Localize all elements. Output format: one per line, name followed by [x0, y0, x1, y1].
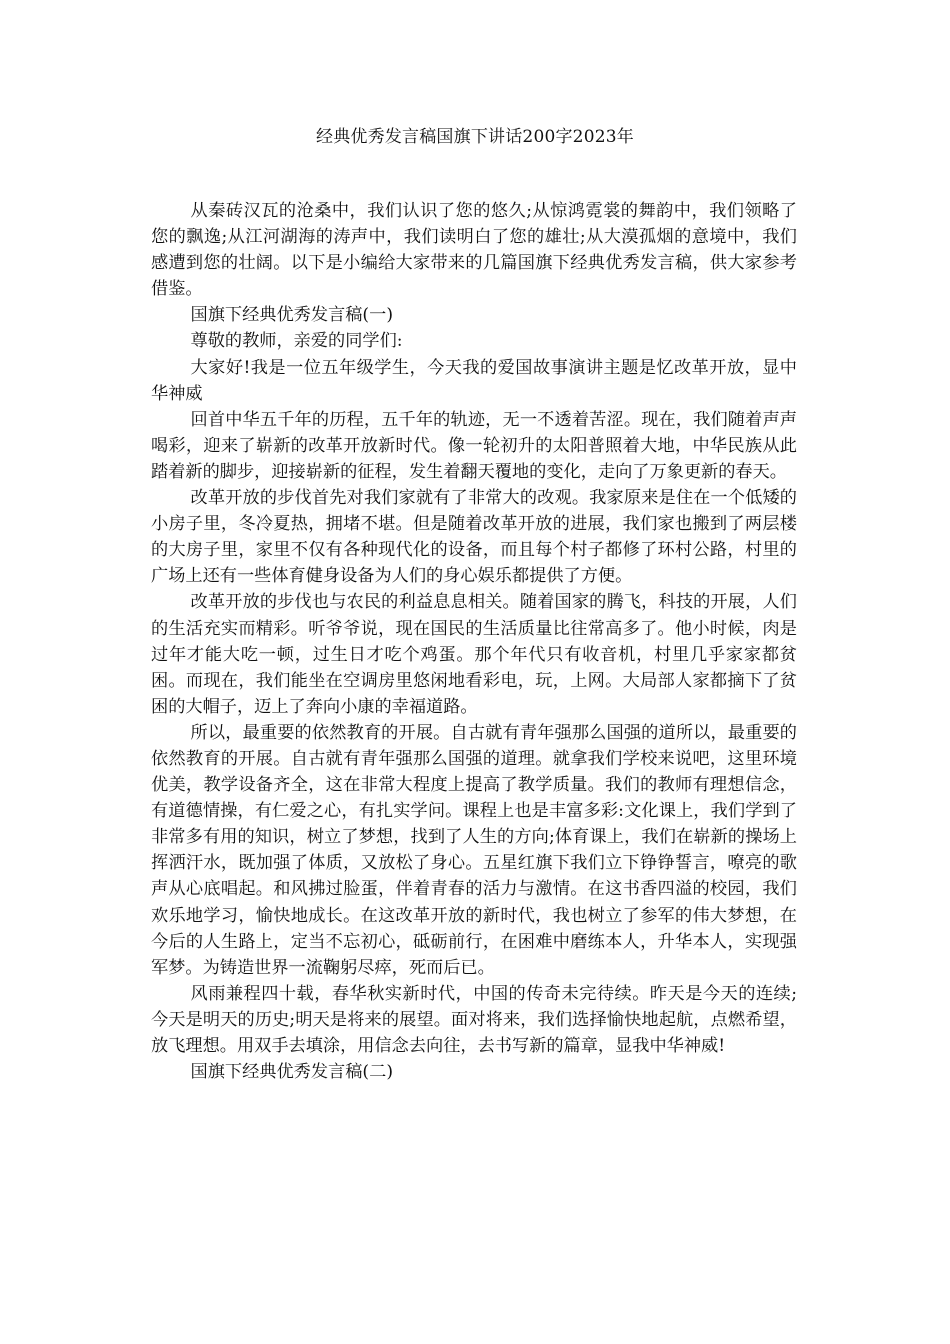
paragraph: 改革开放的步伐首先对我们家就有了非常大的改观。我家原来是住在一个低矮的小房子里，冬冷夏热，拥堵不堪。但是随着改革开放的进展，我们家也搬到了两层楼的大房子里，家里不仅有各种现代化的设备，而且每个村子都修了环村公路，村里的广场上还有一些体育健身设备为人们的身心娱乐都提供了方便。 [151, 488, 797, 587]
paragraph: 回首中华五千年的历程，五千年的轨迹，无一不透着苦涩。现在，我们随着声声喝彩，迎来了崭新的改革开放新时代。像一轮初升的太阳普照着大地，中华民族从此踏着新的脚步，迎接崭新的征程，发生着翻天覆地的变化，走向了万象更新的春天。 [151, 409, 797, 482]
paragraph-salutation: 尊敬的教师，亲爱的同学们: [190, 331, 403, 352]
section-heading-one: 国旗下经典优秀发言稿(一) [190, 305, 394, 326]
paragraph: 风雨兼程四十载，春华秋实新时代，中国的传奇未完待续。昨天是今天的连续;今天是明天的历史;明天是将来的展望。面对将来，我们选择愉快地起航，点燃希望，放飞理想。用双手去填涂，用信念去向往，去书写新的篇章，显我中华神威! [151, 983, 797, 1056]
document-body [151, 198, 797, 1085]
document-title: 经典优秀发言稿国旗下讲话200字2023年 [316, 127, 634, 147]
paragraph: 大家好!我是一位五年级学生，今天我的爱国故事演讲主题是忆改革开放，显中华神威 [151, 357, 797, 404]
section-heading-two: 国旗下经典优秀发言稿(二) [190, 1062, 394, 1083]
paragraph: 改革开放的步伐也与农民的利益息息相关。随着国家的腾飞，科技的开展，人们的生活充实而精彩。听爷爷说，现在国民的生活质量比往常高多了。他小时候，肉是过年才能大吃一顿，过生日才吃个鸡蛋。那个年代只有收音机，村里几乎家家都贫困。而现在，我们能坐在空调房里悠闲地看彩电，玩，上网。大局部人家都摘下了贫困的大帽子，迈上了奔向小康的幸福道路。 [151, 592, 797, 717]
paragraph-intro: 从秦砖汉瓦的沧桑中，我们认识了您的悠久;从惊鸿霓裳的舞韵中，我们领略了您的飘逸;从江河湖海的涛声中，我们读明白了您的雄壮;从大漠孤烟的意境中，我们感遭到您的壮阔。以下是小编给大家带来的几篇国旗下经典优秀发言稿，供大家参考借鉴。 [151, 201, 797, 300]
paragraph: 所以，最重要的依然教育的开展。自古就有青年强那么国强的道所以，最重要的依然教育的开展。自古就有青年强那么国强的道理。就拿我们学校来说吧，这里环境优美，教学设备齐全，这在非常大程度上提高了教学质量。我们的教师有理想信念，有道德情操，有仁爱之心，有扎实学问。课程上也是丰富多彩:文化课上，我们学到了非常多有用的知识，树立了梦想，找到了人生的方向;体育课上，我们在崭新的操场上挥洒汗水，既加强了体质，又放松了身心。五星红旗下我们立下铮铮誓言，嘹亮的歌声从心底唱起。和风拂过脸蛋，伴着青春的活力与激情。在这书香四溢的校园，我们欢乐地学习，愉快地成长。在这改革开放的新时代，我也树立了参军的伟大梦想，在今后的人生路上，定当不忘初心，砥砺前行，在困难中磨练本人，升华本人，实现强军梦。为铸造世界一流鞠躬尽瘁，死而后已。 [151, 722, 797, 978]
